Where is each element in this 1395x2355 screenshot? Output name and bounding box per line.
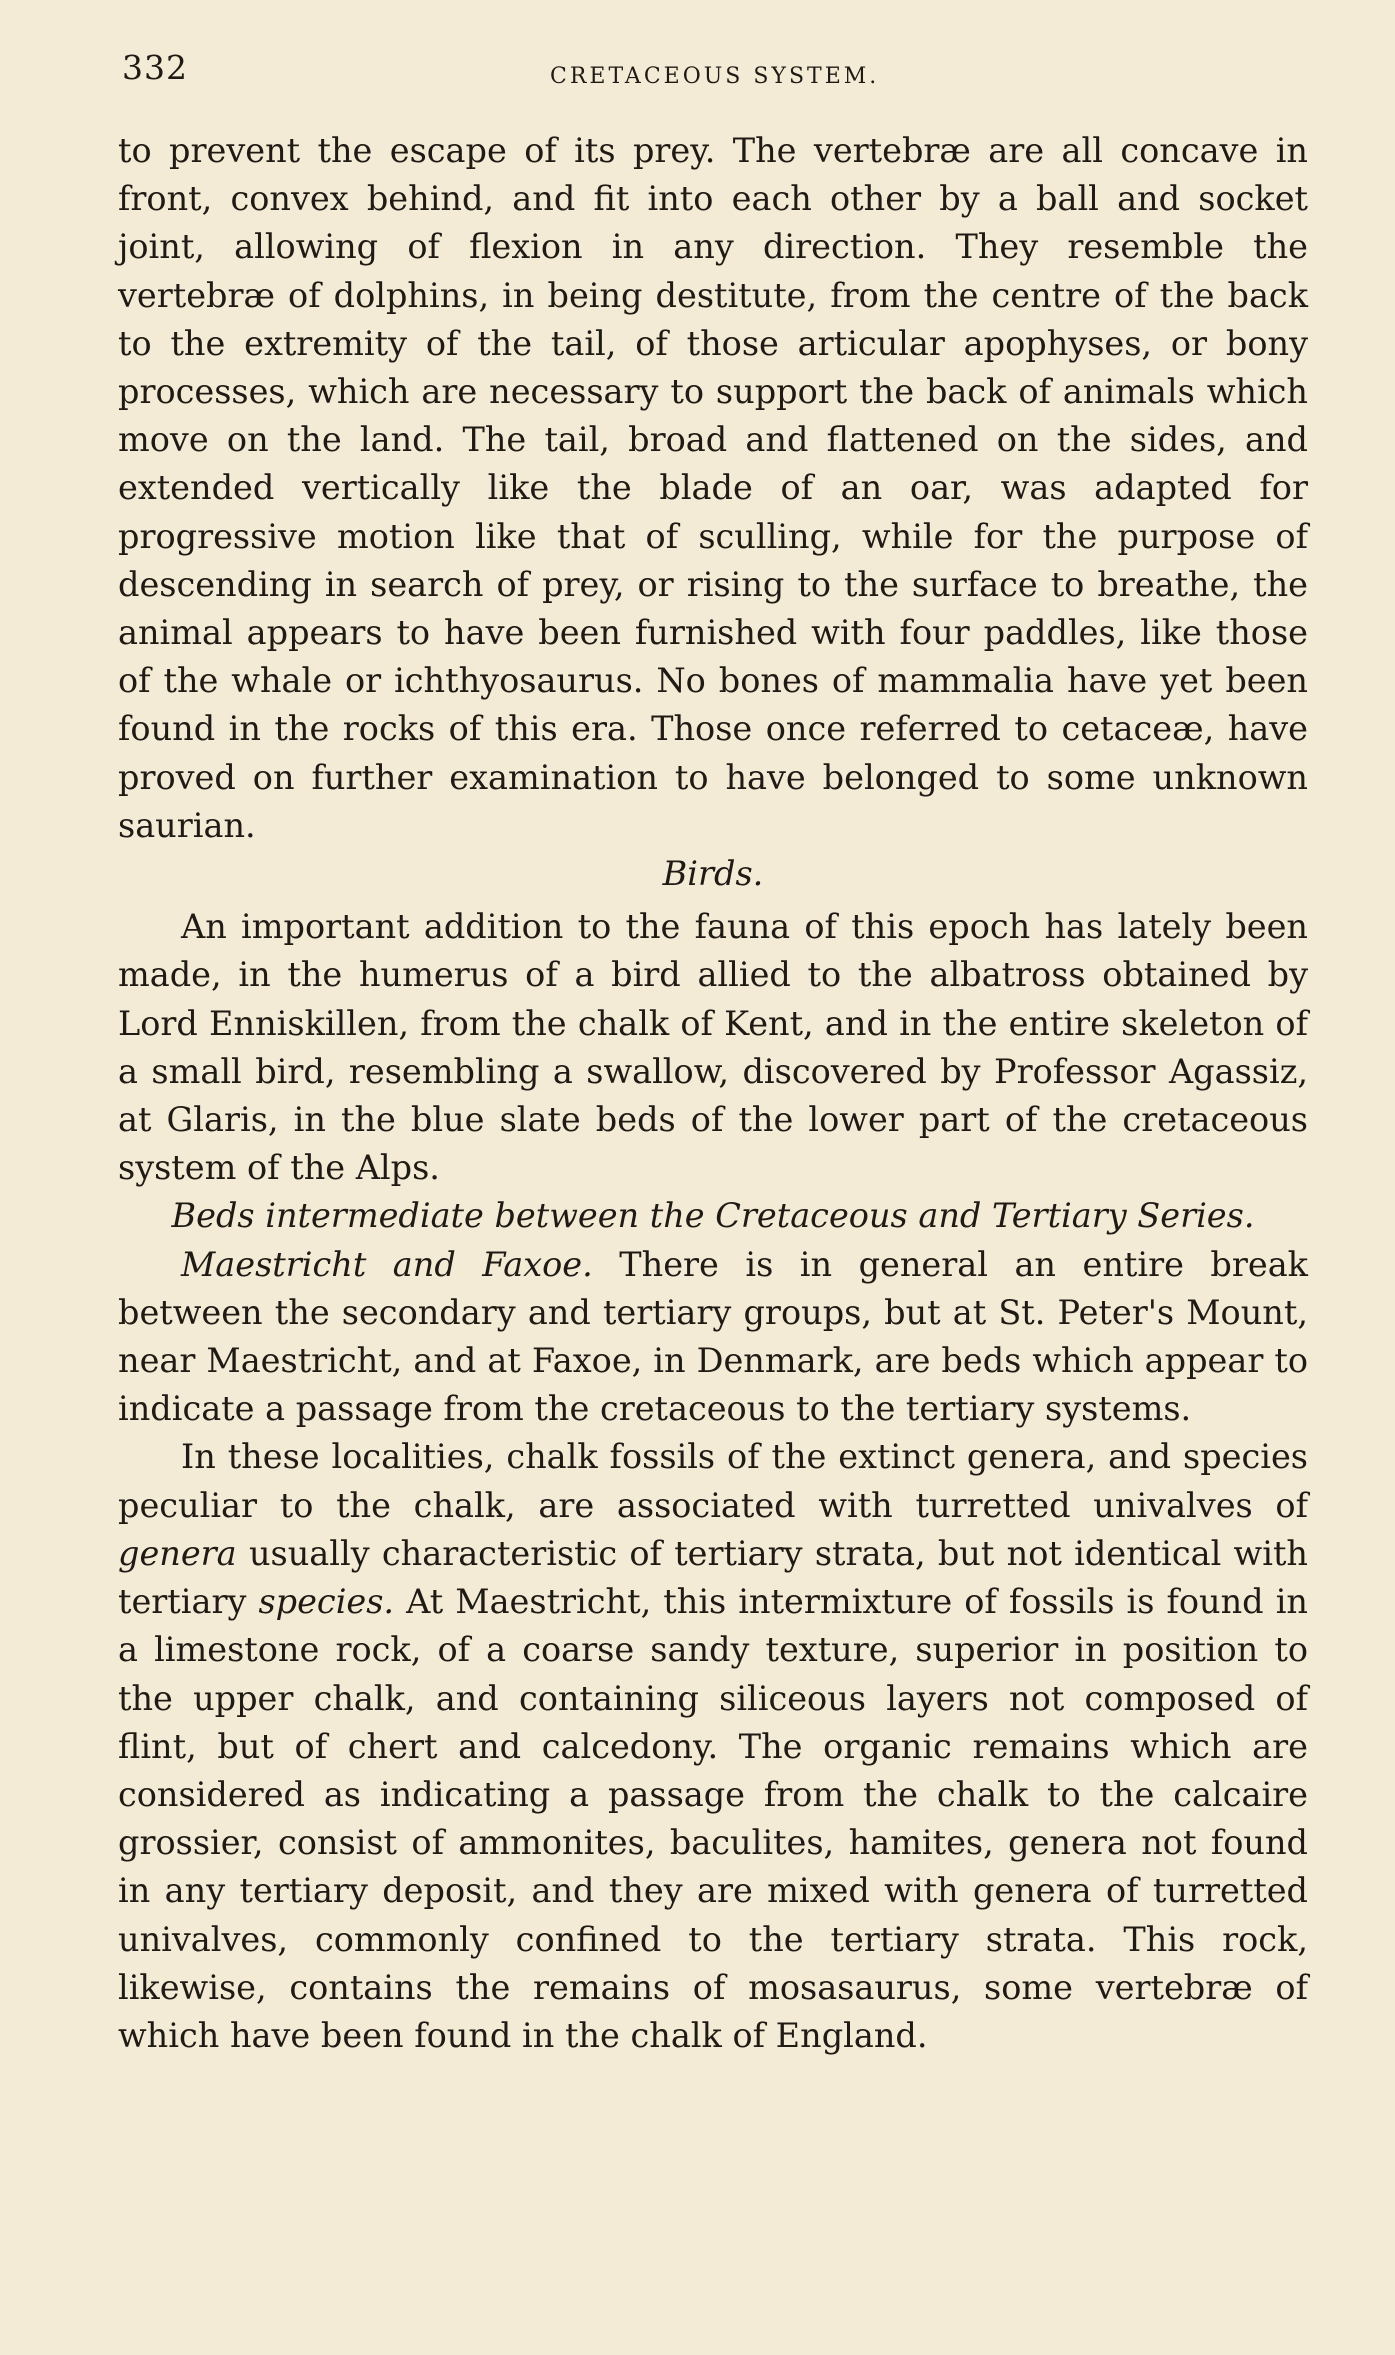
paragraph-text: There is in general an entire break between the secondary and tertiary groups, but at St. Peter's Mount, near Maestricht, and at Faxoe, in Denmark, are beds which appear to indicate a passage from the cretaceous to the tertiary systems. (118, 1244, 1308, 1429)
paragraph-text: At Maestricht, this intermixture of fossils is found in a limestone rock, of a coarse sandy texture, superior in position to the upper chalk, and containing siliceous layers not composed of flint, but of chert and calcedony. The organic remains which are considered as indicating a passage from the chalk to the calcaire grossier, consist of ammonites, baculites, hamites, genera not found in any tertiary deposit, and they are mixed with genera of turretted univalves, commonly confined to the tertiary strata. This rock, likewise, contains the remains of mosasaurus, some vertebræ of which have been found in the chalk of England. (118, 1582, 1308, 2055)
emphasis-species: species. (258, 1582, 395, 1622)
paragraph-birds: An important addition to the fauna of this epoch has lately been made, in the humerus of a bird allied to the albatross obtained by Lord Enniskillen, from the chalk of Kent, and in the entire skeleton of a small bird, resembling a swallow, discovered by Professor Agassiz, at Glaris, in the blue slate beds of the lower part of the cretaceous system of the Alps. (118, 907, 1308, 1188)
paragraph-localities (118, 1433, 1308, 2060)
paragraph-maestricht-faxoe (118, 1241, 1308, 1434)
paragraph-text: In these localities, chalk fossils of the extinct genera, and species peculiar to the chalk, are associated with turretted univalves of (118, 1437, 1308, 1525)
section-heading-intermediate-beds: Beds intermediate between the Cretaceous and Tertiary Series. (171, 1196, 1255, 1236)
running-head: CRETACEOUS SYSTEM. (550, 64, 880, 89)
page-number: 332 (122, 48, 188, 87)
body-text (118, 127, 1308, 2060)
paragraph-vertebrae: to prevent the escape of its prey. The vertebræ are all concave in front, convex behind, and fit into each other by a ball and socket joint, allowing of flexion in any direction. They resemble the vertebræ of dolphins, in being destitute, from the centre of the back to the extremity of the tail, of those articular apophyses, or bony processes, which are necessary to support the back of animals which move on the land. The tail, broad and flattened on the sides, and extended vertically like the blade of an oar, was adapted for progressive motion like that of sculling, while for the purpose of descending in search of prey, or rising to the surface to breathe, the animal appears to have been furnished with four paddles, like those of the whale or ichthyosaurus. No bones of mammalia have yet been found in the rocks of this era. Those once referred to cetaceæ, have proved on further examination to have belonged to some unknown saurian. (118, 131, 1308, 845)
emphasis-genera: genera (118, 1533, 237, 1573)
section-heading-birds: Birds. (662, 854, 764, 894)
paragraph-text: usually characteristic of tertiary strata, but not identical with tertiary (118, 1533, 1308, 1622)
run-in-heading: Maestricht and Faxoe. (181, 1244, 593, 1284)
